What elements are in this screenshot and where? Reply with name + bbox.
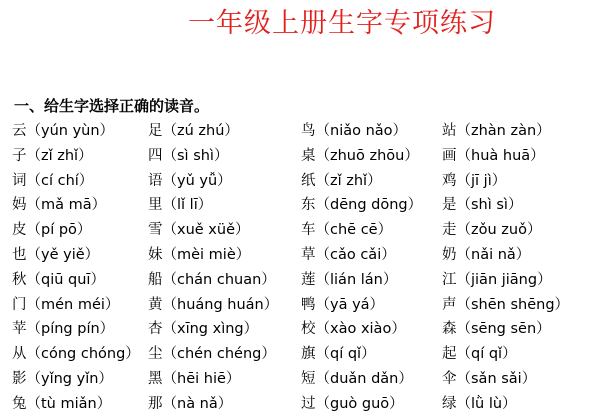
character-item bbox=[148, 293, 278, 317]
pinyin-options: （zǐ zhǐ） bbox=[315, 172, 382, 189]
character-item bbox=[442, 144, 545, 168]
character-item bbox=[442, 218, 541, 242]
hanzi-character: 雪 bbox=[148, 222, 163, 239]
character-item bbox=[12, 342, 140, 366]
character-item bbox=[442, 169, 506, 193]
pinyin-options: （jiān jiāng） bbox=[456, 271, 552, 288]
character-item bbox=[12, 367, 113, 391]
character-item bbox=[301, 367, 413, 391]
pinyin-options: （mèi miè） bbox=[162, 247, 251, 263]
character-item bbox=[442, 119, 551, 143]
pinyin-options: （niǎo nǎo） bbox=[315, 123, 408, 139]
character-item bbox=[442, 293, 569, 317]
character-item bbox=[148, 243, 250, 267]
hanzi-character: 妹 bbox=[148, 247, 163, 263]
pinyin-options: （qí qǐ） bbox=[456, 346, 517, 363]
pinyin-options: （pí pō） bbox=[26, 222, 92, 239]
pinyin-options: （píng pín） bbox=[26, 321, 115, 338]
hanzi-character: 从 bbox=[12, 346, 27, 363]
pinyin-options: （yǔ yǚ） bbox=[162, 172, 232, 189]
character-row bbox=[12, 317, 600, 341]
pinyin-options: （hēi hiē） bbox=[162, 371, 241, 387]
hanzi-character: 起 bbox=[442, 346, 457, 363]
section-heading: 一、给生字选择正确的读音。 bbox=[14, 97, 210, 115]
character-row bbox=[12, 268, 600, 292]
hanzi-character: 桌 bbox=[301, 147, 316, 164]
hanzi-character: 伞 bbox=[442, 371, 457, 387]
pinyin-options: （cóng chóng） bbox=[26, 346, 140, 363]
pinyin-options: （yún yùn） bbox=[26, 123, 115, 139]
character-row bbox=[12, 342, 600, 366]
pinyin-options: （lǐ lī） bbox=[162, 197, 213, 214]
pinyin-options: （cǎo cǎi） bbox=[315, 247, 396, 263]
character-item bbox=[301, 144, 419, 168]
character-item bbox=[12, 268, 105, 292]
hanzi-character: 鸭 bbox=[301, 296, 316, 313]
pinyin-options: （yǐng yǐn） bbox=[26, 371, 113, 387]
pinyin-options: （qí qǐ） bbox=[315, 346, 376, 363]
pinyin-options: （guò guō） bbox=[315, 395, 404, 412]
pinyin-options: （sì shì） bbox=[162, 147, 229, 164]
pinyin-options: （zǒu zuǒ） bbox=[456, 222, 542, 239]
hanzi-character: 苹 bbox=[12, 321, 27, 338]
character-item bbox=[301, 243, 396, 267]
character-item bbox=[442, 392, 517, 416]
hanzi-character: 是 bbox=[442, 197, 457, 214]
character-item bbox=[148, 218, 250, 242]
hanzi-character: 语 bbox=[148, 172, 163, 189]
hanzi-character: 旗 bbox=[301, 346, 316, 363]
hanzi-character: 江 bbox=[442, 271, 457, 288]
character-item bbox=[12, 218, 91, 242]
character-item bbox=[148, 193, 212, 217]
character-item bbox=[442, 193, 522, 217]
character-item bbox=[12, 193, 106, 217]
character-item bbox=[442, 268, 552, 292]
character-item bbox=[442, 367, 536, 391]
hanzi-character: 绿 bbox=[442, 395, 457, 412]
hanzi-character: 云 bbox=[12, 123, 27, 139]
character-item bbox=[148, 317, 258, 341]
pinyin-options: （zǐ zhǐ） bbox=[26, 147, 93, 164]
hanzi-character: 也 bbox=[12, 247, 27, 263]
pinyin-options: （nǎi nǎ） bbox=[456, 247, 531, 263]
pinyin-options: （duǎn dǎn） bbox=[315, 371, 413, 387]
hanzi-character: 皮 bbox=[12, 222, 27, 239]
pinyin-options: （jī jì） bbox=[456, 172, 507, 189]
pinyin-options: （yā yá） bbox=[315, 296, 385, 313]
hanzi-character: 尘 bbox=[148, 346, 163, 363]
character-item bbox=[301, 342, 376, 366]
character-item bbox=[301, 193, 422, 217]
character-row bbox=[12, 119, 600, 143]
character-item bbox=[442, 243, 530, 267]
hanzi-character: 足 bbox=[148, 123, 163, 139]
pinyin-options: （xào xiào） bbox=[315, 321, 406, 338]
character-item bbox=[301, 293, 384, 317]
pinyin-options: （shì sì） bbox=[456, 197, 523, 214]
character-item bbox=[12, 144, 93, 168]
pinyin-options: （shēn shēng） bbox=[456, 296, 570, 313]
character-item bbox=[148, 119, 239, 143]
pinyin-options: （nà nǎ） bbox=[162, 395, 233, 412]
pinyin-options: （zhuō zhōu） bbox=[315, 147, 419, 164]
character-item bbox=[301, 169, 382, 193]
hanzi-character: 森 bbox=[442, 321, 457, 338]
hanzi-character: 东 bbox=[301, 197, 316, 214]
character-item bbox=[12, 169, 93, 193]
hanzi-character: 秋 bbox=[12, 271, 27, 288]
character-item bbox=[12, 317, 114, 341]
pinyin-options: （tù miǎn） bbox=[26, 395, 112, 412]
character-item bbox=[301, 317, 406, 341]
hanzi-character: 草 bbox=[301, 247, 316, 263]
character-item bbox=[148, 367, 240, 391]
hanzi-character: 鸡 bbox=[442, 172, 457, 189]
hanzi-character: 里 bbox=[148, 197, 163, 214]
page-title: 一年级上册生字专项练习 bbox=[188, 8, 496, 39]
hanzi-character: 纸 bbox=[301, 172, 316, 189]
hanzi-character: 黄 bbox=[148, 296, 163, 313]
character-item bbox=[442, 317, 551, 341]
character-item bbox=[12, 293, 119, 317]
character-row bbox=[12, 243, 600, 267]
pinyin-options: （mén méi） bbox=[26, 296, 120, 313]
character-grid bbox=[12, 119, 600, 419]
pinyin-options: （xuě xüě） bbox=[162, 222, 250, 239]
character-item bbox=[148, 392, 232, 416]
hanzi-character: 船 bbox=[148, 271, 163, 288]
character-item bbox=[301, 392, 404, 416]
hanzi-character: 过 bbox=[301, 395, 316, 412]
pinyin-options: （lǜ lù） bbox=[456, 395, 517, 412]
character-row bbox=[12, 193, 600, 217]
hanzi-character: 妈 bbox=[12, 197, 27, 214]
hanzi-character: 那 bbox=[148, 395, 163, 412]
hanzi-character: 子 bbox=[12, 147, 27, 164]
pinyin-options: （sǎn sǎi） bbox=[456, 371, 537, 387]
hanzi-character: 画 bbox=[442, 147, 457, 164]
character-row bbox=[12, 169, 600, 193]
character-row bbox=[12, 367, 600, 391]
character-row bbox=[12, 293, 600, 317]
pinyin-options: （dēng dōng） bbox=[315, 197, 423, 214]
hanzi-character: 短 bbox=[301, 371, 316, 387]
pinyin-options: （xīng xìng） bbox=[162, 321, 259, 338]
character-row bbox=[12, 392, 600, 416]
character-item bbox=[148, 268, 276, 292]
hanzi-character: 黑 bbox=[148, 371, 163, 387]
pinyin-options: （qiū quī） bbox=[26, 271, 105, 288]
character-item bbox=[301, 218, 392, 242]
hanzi-character: 影 bbox=[12, 371, 27, 387]
pinyin-options: （sēng sēn） bbox=[456, 321, 551, 338]
character-row bbox=[12, 218, 600, 242]
hanzi-character: 鸟 bbox=[301, 123, 316, 139]
hanzi-character: 奶 bbox=[442, 247, 457, 263]
character-item bbox=[12, 119, 114, 143]
pinyin-options: （chén chéng） bbox=[162, 346, 276, 363]
character-item bbox=[301, 268, 397, 292]
character-item bbox=[301, 119, 407, 143]
pinyin-options: （huà huā） bbox=[456, 147, 545, 164]
character-item bbox=[148, 169, 232, 193]
hanzi-character: 走 bbox=[442, 222, 457, 239]
pinyin-options: （lián lán） bbox=[315, 271, 398, 288]
character-item bbox=[148, 144, 228, 168]
hanzi-character: 门 bbox=[12, 296, 27, 313]
pinyin-options: （chán chuan） bbox=[162, 271, 276, 288]
hanzi-character: 声 bbox=[442, 296, 457, 313]
character-item bbox=[12, 392, 111, 416]
pinyin-options: （chē cē） bbox=[315, 222, 393, 239]
hanzi-character: 词 bbox=[12, 172, 27, 189]
pinyin-options: （huáng huán） bbox=[162, 296, 279, 313]
hanzi-character: 兔 bbox=[12, 395, 27, 412]
pinyin-options: （zhàn zàn） bbox=[456, 123, 551, 139]
hanzi-character: 校 bbox=[301, 321, 316, 338]
character-row bbox=[12, 144, 600, 168]
character-item bbox=[12, 243, 99, 267]
character-item bbox=[442, 342, 517, 366]
hanzi-character: 四 bbox=[148, 147, 163, 164]
pinyin-options: （cí chí） bbox=[26, 172, 94, 189]
pinyin-options: （yě yiě） bbox=[26, 247, 100, 263]
pinyin-options: （mǎ mā） bbox=[26, 197, 107, 214]
pinyin-options: （zú zhú） bbox=[162, 123, 239, 139]
hanzi-character: 站 bbox=[442, 123, 457, 139]
character-item bbox=[148, 342, 276, 366]
hanzi-character: 杏 bbox=[148, 321, 163, 338]
hanzi-character: 车 bbox=[301, 222, 316, 239]
hanzi-character: 莲 bbox=[301, 271, 316, 288]
